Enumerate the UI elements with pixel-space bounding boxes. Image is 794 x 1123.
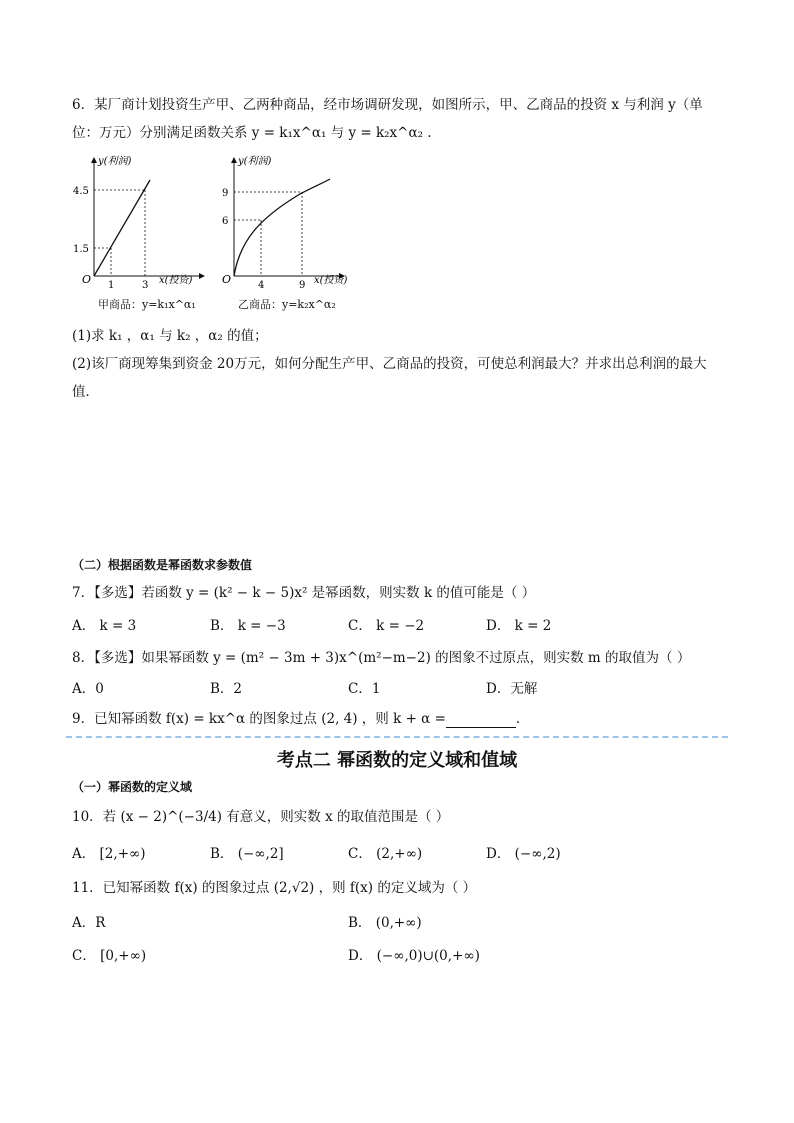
q6-stem-line2: 位：万元）分别满足函数关系 y = k₁x^α₁ 与 y = k₂x^α₂ . — [72, 125, 432, 141]
curve-line — [94, 180, 150, 276]
section-divider — [66, 736, 728, 738]
q7-stem: 7．【多选】若函数 y = (k² − k − 5)x² 是幂函数，则实数 k 的值可能是（ ） — [72, 585, 536, 601]
y-axis-label: y(利润) — [238, 156, 272, 167]
x-tick-label: 3 — [142, 280, 149, 290]
q10-options — [72, 845, 722, 863]
q8-options — [72, 680, 722, 698]
option-b[interactable]: B． k = −3 — [210, 618, 286, 634]
option-b[interactable]: B． (−∞,2] — [210, 846, 284, 862]
option-d[interactable]: D． (−∞,2) — [486, 846, 561, 862]
option-a[interactable]: A．R — [72, 915, 106, 931]
option-b[interactable]: B．2 — [210, 681, 243, 697]
y-tick-label: 1.5 — [73, 244, 89, 255]
q11-options — [72, 914, 722, 964]
option-c[interactable]: C． [0,+∞) — [72, 948, 147, 964]
origin-label: O — [82, 273, 92, 286]
option-a[interactable]: A．0 — [72, 681, 104, 697]
option-a[interactable]: A． [2,+∞) — [72, 846, 146, 862]
y-tick-label: 9 — [222, 188, 229, 199]
section-subheading: （二）根据函数是幂函数求参数值 — [72, 558, 253, 572]
answer-blank[interactable] — [446, 714, 516, 728]
origin-label: O — [222, 273, 232, 286]
graph-caption-b: 乙商品：y=k₂x^α₂ — [238, 298, 336, 311]
graph-product-b — [210, 150, 350, 290]
q9-text: 9．已知幂函数 f(x) = kx^α 的图象过点 (2, 4) ，则 k + α = — [72, 711, 446, 727]
option-c[interactable]: C．1 — [348, 681, 381, 697]
y-tick-label: 4.5 — [73, 186, 89, 197]
q6-part2-line1: (2)该厂商现筹集到资金 20万元，如何分配生产甲、乙商品的投资，可使总利润最大？并求出总利润的最大 — [72, 356, 707, 372]
section-subheading: （一）幂函数的定义域 — [72, 780, 193, 794]
section-heading: 考点二 幂函数的定义域和值域 — [276, 750, 518, 771]
option-c[interactable]: C． k = −2 — [348, 618, 425, 634]
option-b[interactable]: B． (0,+∞) — [348, 915, 422, 931]
x-axis-label: x(投资) — [314, 275, 348, 286]
curve-sqrt — [234, 179, 330, 276]
y-tick-label: 6 — [222, 216, 229, 227]
q6-stem-line1: 6．某厂商计划投资生产甲、乙两种商品，经市场调研发现，如图所示，甲、乙商品的投资 x 与利润 y（单 — [72, 97, 703, 113]
q7-options — [72, 617, 722, 635]
option-a[interactable]: A． k = 3 — [72, 618, 137, 634]
q6-part1: (1)求 k₁ ，α₁ 与 k₂ ，α₂ 的值； — [72, 328, 268, 344]
x-tick-label: 9 — [299, 280, 306, 290]
q9-tail: . — [515, 711, 521, 727]
option-d[interactable]: D．无解 — [486, 681, 538, 697]
option-c[interactable]: C． (2,+∞) — [348, 846, 423, 862]
option-d[interactable]: D． (−∞,0)∪(0,+∞) — [348, 948, 480, 964]
x-axis-label: x(投资) — [159, 275, 193, 286]
x-tick-label: 1 — [108, 280, 115, 290]
option-d[interactable]: D． k = 2 — [486, 618, 552, 634]
q10-stem: 10．若 (x − 2)^(−3/4) 有意义，则实数 x 的取值范围是（ ） — [72, 809, 450, 825]
q6-part2-line2: 值． — [72, 384, 99, 400]
q11-stem: 11．已知幂函数 f(x) 的图象过点 (2,√2) ，则 f(x) 的定义域为（ ） — [72, 880, 477, 896]
y-axis-label: y(利润) — [98, 156, 132, 167]
q8-stem: 8．【多选】如果幂函数 y = (m² − 3m + 3)x^(m²−m−2) 的图象不过原点，则实数 m 的取值为（ ） — [72, 650, 691, 666]
q9-stem — [72, 710, 520, 728]
graph-caption-a: 甲商品：y=k₁x^α₁ — [98, 298, 196, 311]
x-tick-label: 4 — [258, 280, 265, 290]
graph-product-a — [70, 150, 210, 290]
